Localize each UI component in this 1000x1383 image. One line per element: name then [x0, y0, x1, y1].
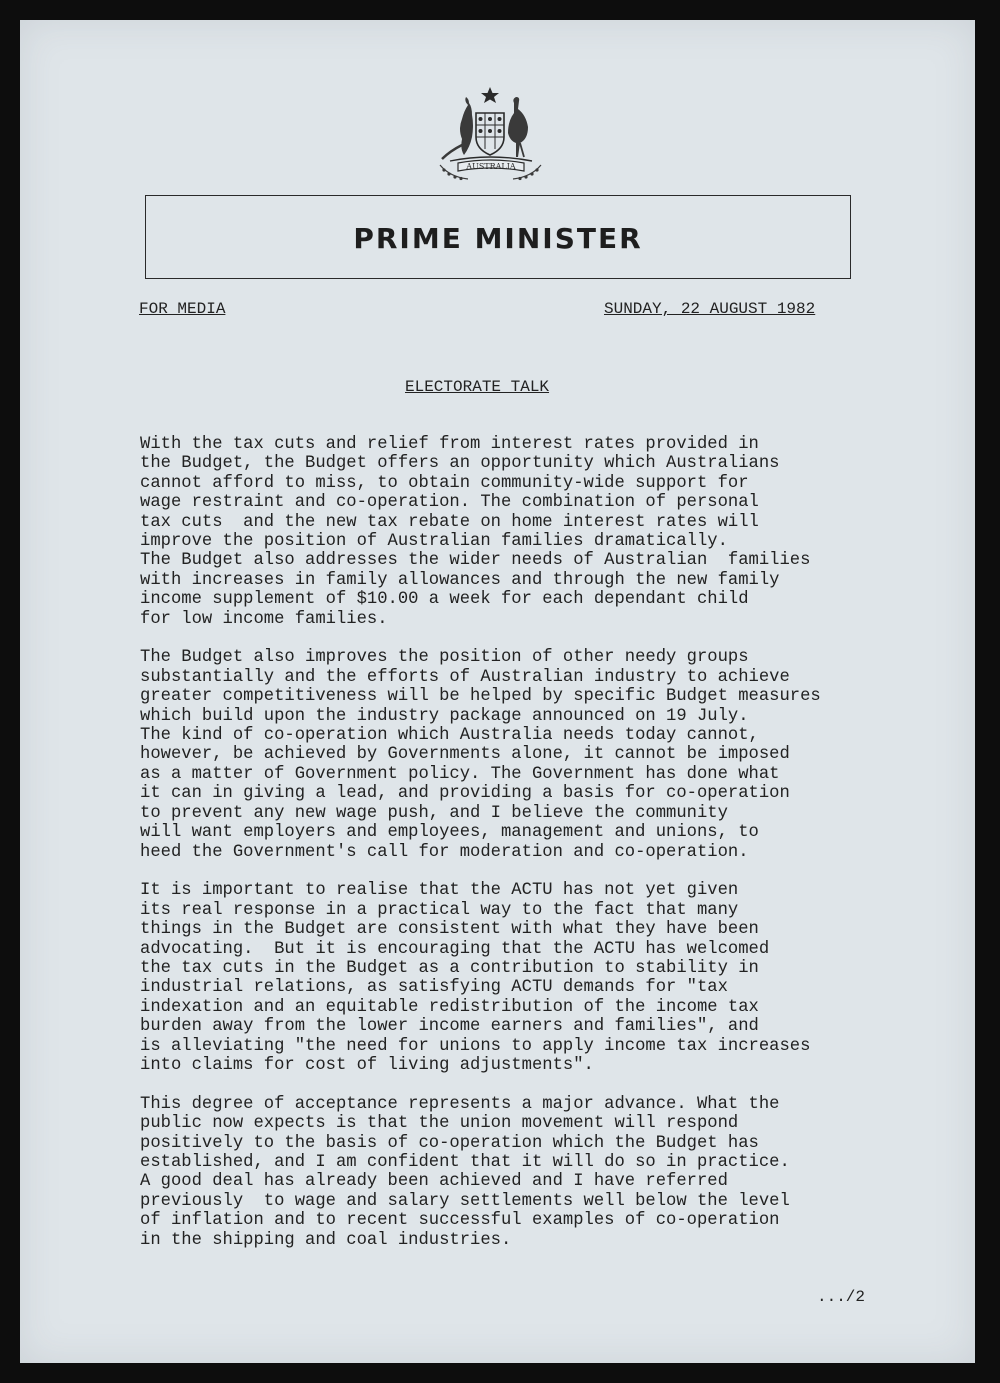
text-line: public now expects is that the union movement will respond [140, 1114, 739, 1134]
text-line: the Budget, the Budget offers an opportunity which Australians [140, 454, 780, 474]
text-line: as a matter of Government policy. The Government has done what [140, 764, 780, 784]
text-line: indexation and an equitable redistribution of the income tax [140, 997, 759, 1017]
text-line: in the shipping and coal industries. [140, 1230, 512, 1250]
text-line: The Budget also addresses the wider needs of Australian families [140, 551, 811, 571]
text-line: substantially and the efforts of Australian industry to achieve [140, 667, 790, 687]
text-line: It is important to realise that the ACTU has not yet given [140, 881, 739, 901]
text-line: with increases in family allowances and through the new family [140, 570, 780, 590]
text-line: advocating. But it is encouraging that the ACTU has welcomed [140, 939, 770, 959]
coat-of-arms-emblem [428, 85, 553, 185]
release-date: SUNDAY, 22 AUGUST 1982 [604, 300, 816, 318]
text-line: however, be achieved by Governments alone, it cannot be imposed [140, 745, 790, 765]
paragraph [140, 1095, 930, 1250]
document-subject: ELECTORATE TALK [405, 378, 550, 396]
text-line: With the tax cuts and relief from interest rates provided in [140, 435, 759, 454]
text-line: heed the Government's call for moderation and co-operation. [140, 842, 749, 862]
text-line: to prevent any new wage push, and I believe the community [140, 803, 728, 823]
text-line: industrial relations, as satisfying ACTU demands for "tax [140, 978, 728, 998]
text-line: wage restraint and co-operation. The combination of personal [140, 493, 759, 513]
text-line: A good deal has already been achieved and I have referred [140, 1172, 728, 1192]
paragraph [140, 435, 930, 629]
document-page [20, 20, 975, 1363]
text-line: This degree of acceptance represents a major advance. What the [140, 1094, 780, 1114]
text-line: of inflation and to recent successful examples of co-operation [140, 1211, 780, 1231]
text-line: is alleviating "the need for unions to apply income tax increases [140, 1036, 811, 1056]
text-line: for low income families. [140, 609, 388, 629]
text-line: its real response in a practical way to the fact that many [140, 900, 739, 920]
text-line: previously to wage and salary settlements well below the level [140, 1191, 790, 1211]
crest-scroll-label: AUSTRALIA [466, 162, 516, 171]
text-line: established, and I am confident that it will do so in practice. [140, 1152, 790, 1172]
text-line: tax cuts and the new tax rebate on home interest rates will [140, 512, 759, 532]
text-line: burden away from the lower income earners and families", and [140, 1017, 759, 1037]
masthead-title: PRIME MINISTER [353, 222, 643, 255]
distribution-label: FOR MEDIA [139, 300, 226, 318]
text-line: greater competitiveness will be helped by specific Budget measures [140, 687, 821, 707]
text-line: into claims for cost of living adjustments". [140, 1055, 594, 1075]
paragraph [140, 648, 930, 861]
page-continuation-marker: .../2 [817, 1288, 866, 1306]
text-line: The kind of co-operation which Australia needs today cannot, [140, 726, 759, 746]
text-line: positively to the basis of co-operation which the Budget has [140, 1133, 759, 1153]
text-line: it can in giving a lead, and providing a basis for co-operation [140, 784, 790, 804]
masthead-box [145, 195, 851, 279]
text-line: cannot afford to miss, to obtain community-wide support for [140, 473, 749, 493]
text-line: the tax cuts in the Budget as a contribution to stability in [140, 958, 759, 978]
text-line: improve the position of Australian families dramatically. [140, 532, 728, 552]
text-line: will want employers and employees, management and unions, to [140, 823, 759, 843]
text-line: income supplement of $10.00 a week for each dependant child [140, 590, 749, 610]
body-text [140, 435, 930, 1269]
text-line: which build upon the industry package announced on 19 July. [140, 706, 749, 726]
text-line: things in the Budget are consistent with what they have been [140, 920, 759, 940]
text-line: The Budget also improves the position of other needy groups [140, 648, 749, 668]
paragraph [140, 881, 930, 1075]
